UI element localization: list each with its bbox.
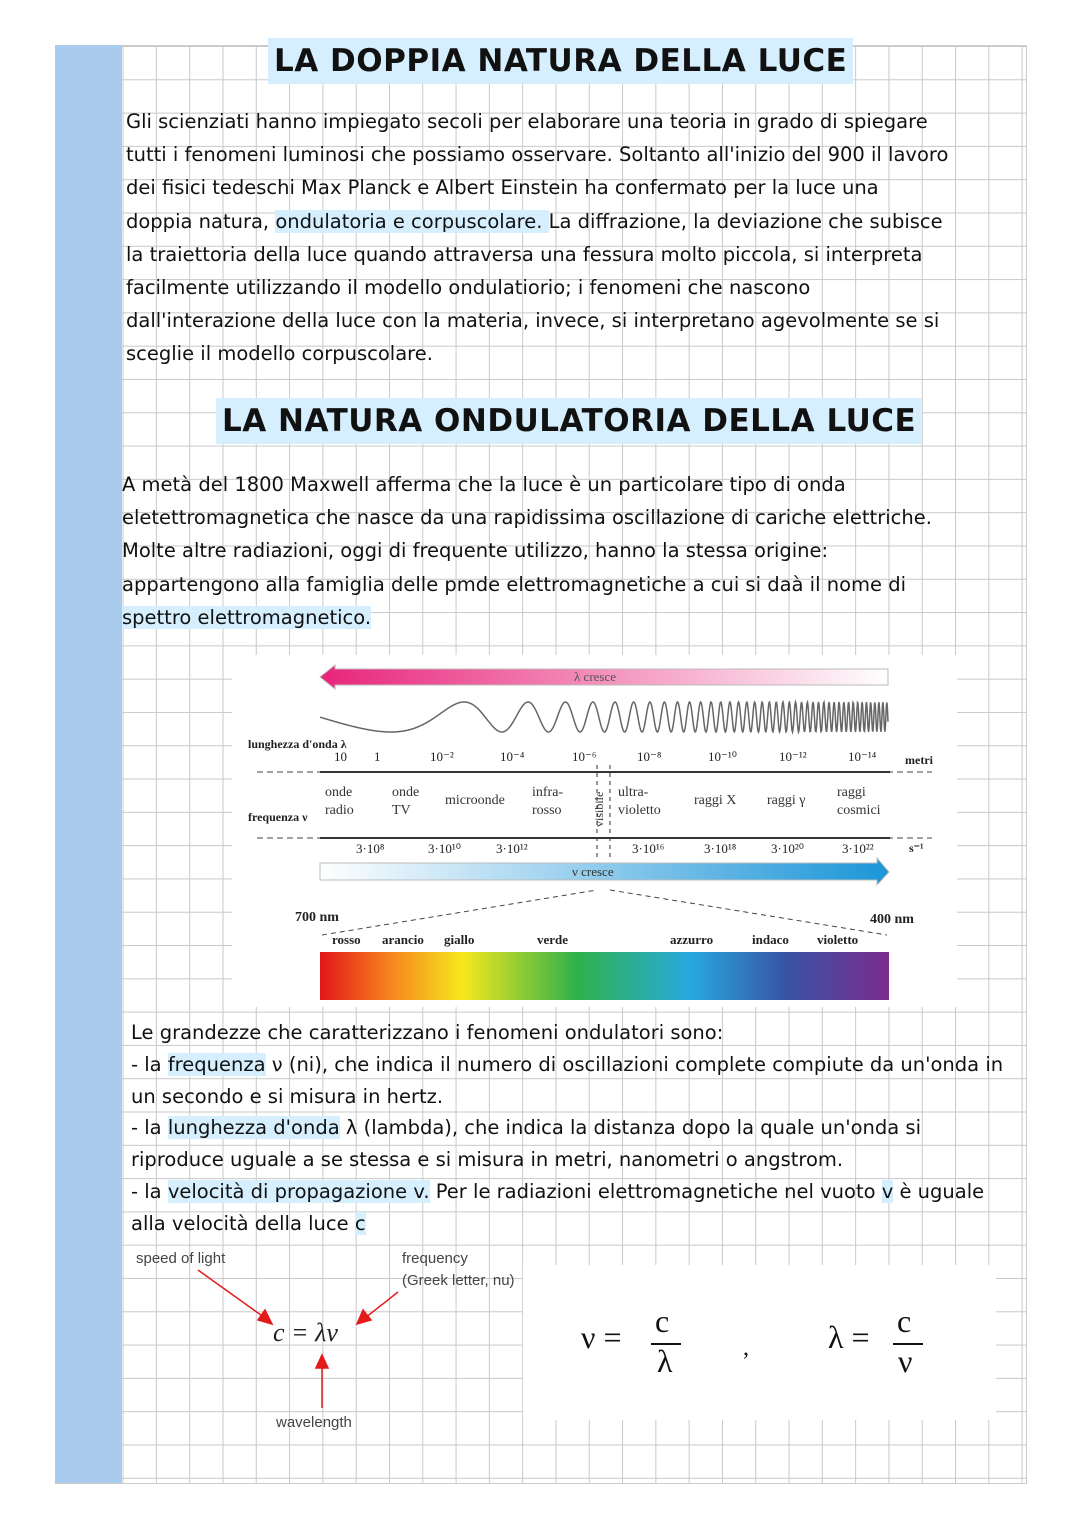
- frequency-tick: 3·10²⁰: [771, 841, 804, 856]
- comma: ,: [743, 1335, 749, 1361]
- wavelength-tick: 10⁻¹²: [779, 749, 807, 764]
- nu-cresce-label: ν cresce: [572, 864, 614, 879]
- band-label: infra-: [532, 785, 564, 800]
- band-label: raggi γ: [767, 793, 806, 808]
- wavelength-tick: 10⁻⁶: [572, 749, 597, 764]
- text-line: [131, 1178, 984, 1206]
- text-segment: Gli scienziati hanno impiegato secoli per elaborare una teoria in grado di spiegare: [126, 110, 928, 133]
- text-segment: Molte altre radiazioni, oggi di frequente utilizzo, hanno la stessa origine:: [122, 539, 829, 563]
- title-doppia-natura: LA DOPPIA NATURA DELLA LUCE: [268, 38, 853, 84]
- text-line: [122, 604, 371, 632]
- text-segment: appartengono alla famiglia delle pmde elettromagnetiche a cui si daà il nome di: [122, 572, 906, 596]
- highlighted-text: ondulatoria e corpuscolare.: [275, 209, 549, 233]
- wave-curve: [320, 702, 888, 732]
- wavelength-tick: 10⁻¹⁴: [848, 749, 877, 764]
- denominator-nu: ν: [898, 1343, 913, 1379]
- text-segment: - la: [131, 1116, 168, 1140]
- margin-strip: [55, 45, 122, 1483]
- band-label: violetto: [618, 803, 661, 818]
- derived-formulas: [523, 1265, 996, 1420]
- numerator-c-2: c: [897, 1303, 912, 1339]
- text-segment: doppia natura,: [126, 209, 276, 233]
- title-natura-ondulatoria: LA NATURA ONDULATORIA DELLA LUCE: [216, 398, 922, 444]
- text-line: [122, 537, 828, 565]
- equation-c-lambda-nu: c = λν: [273, 1318, 338, 1347]
- text-segment: La diffrazione, la deviazione che subisce: [548, 209, 943, 233]
- spectrum-diagram: [232, 655, 957, 1007]
- text-segment: la traiettoria della luce quando attraversa una fessura molto piccola, si interpreta: [126, 242, 923, 266]
- visible-spectrum-bar: [320, 952, 889, 1000]
- text-segment: Per le radiazioni elettromagnetiche nel vuoto: [429, 1180, 882, 1203]
- text-segment: dall'interazione della luce con la materia, invece, si interpretano agevolmente se si: [126, 309, 940, 333]
- text-line: [131, 1019, 723, 1047]
- wavelength-label: wavelength: [276, 1414, 352, 1431]
- color-name: rosso: [332, 932, 361, 947]
- text-segment: alla velocità della luce: [131, 1211, 355, 1235]
- frequency-label: frequency: [402, 1250, 468, 1267]
- text-segment: eletettromagnetica che nasce da una rapidissima oscillazione di cariche elettriche.: [122, 506, 932, 530]
- lambda-cresce-label: λ cresce: [574, 669, 617, 684]
- text-segment: sceglie il modello corpuscolare.: [126, 342, 433, 366]
- frequency-sub-label: (Greek letter, nu): [402, 1272, 515, 1289]
- text-segment: A metà del 1800 Maxwell afferma che la luce è un particolare tipo di onda: [122, 473, 846, 496]
- frequency-axis-label: frequenza ν: [248, 810, 308, 824]
- text-segment: λ (lambda), che indica la distanza dopo la quale un'onda si: [339, 1116, 921, 1140]
- highlighted-text: spettro elettromagnetico.: [122, 605, 372, 629]
- text-line: [126, 307, 939, 335]
- text-line: [126, 340, 433, 368]
- text-segment: - la: [131, 1052, 168, 1076]
- text-line: [126, 141, 948, 169]
- band-label: ultra-: [618, 785, 649, 800]
- highlighted-text: velocità di propagazione v.: [167, 1180, 430, 1203]
- text-line: [126, 241, 922, 269]
- text-segment: - la: [131, 1180, 168, 1203]
- visible-label: visibile: [592, 791, 606, 827]
- frequency-tick: 3·10¹⁶: [632, 841, 665, 856]
- nm-700-label: 700 nm: [295, 910, 339, 925]
- band-label: raggi: [837, 785, 866, 800]
- color-name: arancio: [382, 932, 424, 947]
- text-line: [131, 1114, 921, 1142]
- text-line: [126, 174, 879, 202]
- frequency-tick: 3·10¹⁸: [704, 841, 737, 856]
- highlighted-text: v: [881, 1180, 894, 1203]
- text-line: [126, 208, 943, 236]
- band-label: onde: [325, 785, 353, 800]
- text-segment: Le grandezze che caratterizzano i fenomeni ondulatori sono:: [131, 1021, 724, 1044]
- frequency-tick: 3·10⁸: [356, 841, 385, 856]
- speed-of-light-label: speed of light: [136, 1250, 226, 1267]
- nu-lhs: ν =: [581, 1319, 622, 1355]
- text-line: [122, 571, 906, 599]
- wavelength-tick: 10⁻²: [430, 749, 454, 764]
- band-label: rosso: [532, 803, 562, 818]
- text-segment: tutti i fenomeni luminosi che possiamo osservare. Soltanto all'inizio del 900 il lavoro: [126, 143, 949, 167]
- text-line: [131, 1210, 366, 1238]
- highlighted-text: c: [354, 1211, 366, 1235]
- frequency-tick: 3·10²²: [842, 841, 874, 856]
- wavelength-tick: 10⁻⁸: [637, 749, 662, 764]
- text-segment: un secondo e si misura in hertz.: [131, 1084, 444, 1108]
- frequency-tick: 3·10¹²: [496, 841, 528, 856]
- wavelength-tick: 1: [374, 749, 381, 764]
- text-segment: dei fisici tedeschi Max Planck e Albert Einstein ha confermato per la luce una: [126, 176, 879, 200]
- text-line: [122, 471, 846, 499]
- text-segment: è uguale: [893, 1180, 985, 1203]
- text-line: [131, 1051, 1003, 1079]
- band-label: cosmici: [837, 803, 881, 818]
- lambda-lhs: λ =: [828, 1319, 870, 1355]
- text-line: [126, 108, 928, 136]
- wavelength-tick: 10⁻¹⁰: [708, 749, 737, 764]
- band-label: TV: [392, 803, 411, 818]
- text-segment: riproduce uguale a se stessa e si misura in metri, nanometri o angstrom.: [131, 1148, 844, 1172]
- denominator-lambda: λ: [657, 1343, 673, 1379]
- band-label: raggi X: [694, 793, 737, 808]
- text-line: [126, 274, 810, 302]
- text-line: [131, 1146, 843, 1174]
- wavelength-tick: 10⁻⁴: [500, 749, 525, 764]
- color-name: indaco: [752, 932, 789, 947]
- wavelength-unit: metri: [905, 753, 933, 767]
- numerator-c: c: [655, 1303, 670, 1339]
- text-line: [122, 504, 932, 532]
- highlighted-text: frequenza: [167, 1052, 266, 1076]
- color-name: giallo: [444, 932, 475, 947]
- band-label: radio: [325, 803, 354, 818]
- highlighted-text: lunghezza d'onda: [167, 1116, 340, 1140]
- nm-400-label: 400 nm: [870, 912, 914, 927]
- frequency-unit: s⁻¹: [909, 841, 924, 855]
- color-name: verde: [537, 932, 569, 947]
- wavelength-axis-label: lunghezza d'onda λ: [248, 737, 347, 751]
- text-segment: ν (ni), che indica il numero di oscillazioni complete compiute da un'onda in: [265, 1052, 1004, 1076]
- text-line: [131, 1083, 443, 1111]
- color-name: violetto: [817, 932, 859, 947]
- band-label: onde: [392, 785, 420, 800]
- band-label: microonde: [445, 793, 505, 808]
- wavelength-tick: 10: [334, 749, 347, 764]
- color-name: azzurro: [670, 932, 714, 947]
- frequency-tick: 3·10¹⁰: [428, 841, 461, 856]
- text-segment: facilmente utilizzando il modello ondulatiorio; i fenomeni che nascono: [126, 276, 811, 299]
